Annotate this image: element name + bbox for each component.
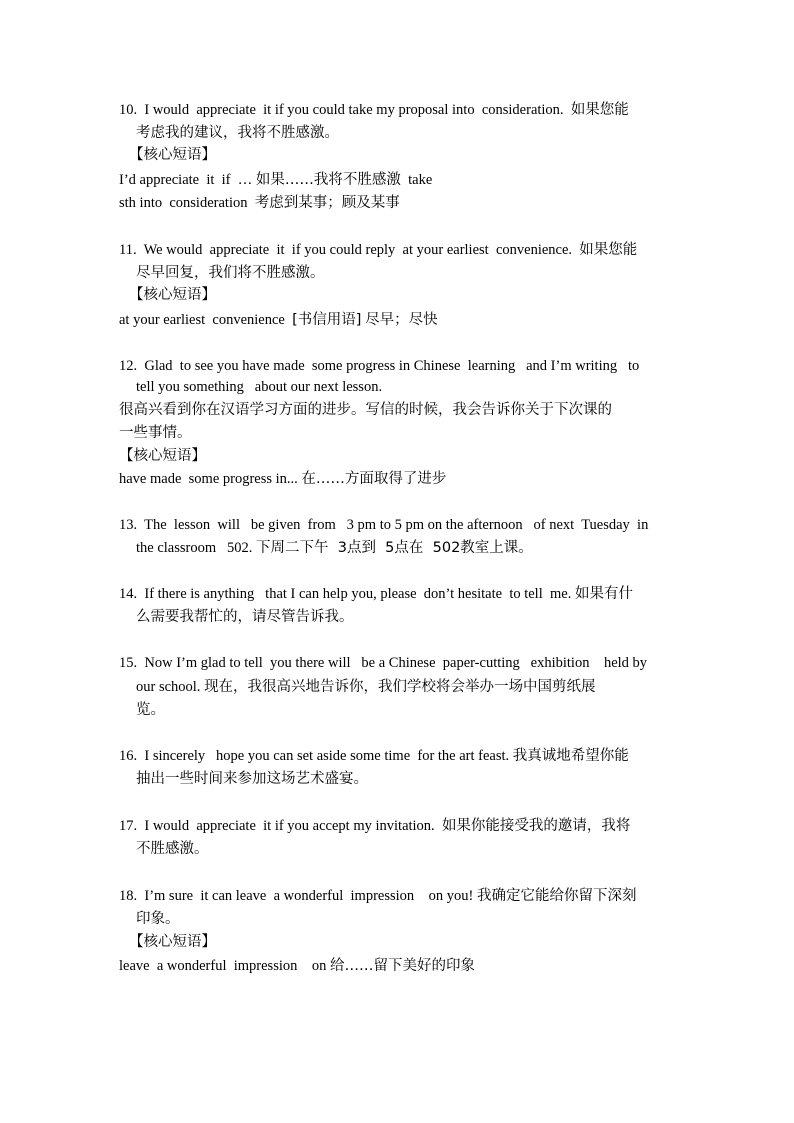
- chinese-translation-cont: 抽出一些时间来参加这场艺术盛宴。: [136, 771, 368, 787]
- chinese-translation-cont: 考虑我的建议，我将不胜感激。: [136, 125, 339, 141]
- english-sentence: I’m sure it can leave a wonderful impression on you!: [144, 888, 474, 904]
- english-sentence: I would appreciate it if you accept my invitation.: [144, 818, 435, 834]
- sentence-line-cont: the classroom 502. 下周二下午 3点到 5点在 502教室上课。: [136, 540, 533, 556]
- item-number: 12.: [119, 358, 138, 374]
- sentence-line: [119, 514, 648, 536]
- english-sentence: Glad to see you have made some progress in Chinese learning and I’m writing to: [144, 358, 640, 374]
- chinese-translation: 下周二下午 3点到 5点在 502教室上课。: [256, 540, 533, 556]
- chinese-translation: 很高兴看到你在汉语学习方面的进步。写信的时候，我会告诉你关于下次课的: [119, 402, 612, 418]
- chinese-translation: 如果有什: [574, 586, 633, 602]
- sentence-line: [119, 355, 639, 377]
- sentence-line: [119, 652, 647, 674]
- sentence-line: [119, 99, 629, 121]
- chinese-translation-cont: 不胜感激。: [136, 841, 209, 857]
- item-number: 10.: [119, 102, 138, 118]
- chinese-translation-cont: 览。: [136, 702, 165, 718]
- item-number: 11.: [119, 242, 137, 258]
- item-number: 18.: [119, 888, 138, 904]
- phrase-line: leave a wonderful impression on 给……留下美好的印象: [119, 958, 476, 974]
- chinese-translation-cont: 印象。: [136, 911, 180, 927]
- phrase-heading: 【核心短语】: [119, 448, 206, 464]
- sentence-line: [119, 239, 637, 261]
- item-number: 13.: [119, 517, 138, 533]
- sentence-line-cont: our school. 现在，我很高兴地告诉你，我们学校将会举办一场中国剪纸展: [136, 679, 596, 695]
- phrase-heading: 【核心短语】: [129, 147, 216, 163]
- chinese-translation: 如果您能: [570, 102, 629, 118]
- english-sentence: If there is anything that I can help you, please don’t hesitate to tell me.: [144, 586, 572, 602]
- chinese-translation: 如果您能: [579, 242, 638, 258]
- sentence-line: [119, 885, 636, 907]
- phrase-line: at your earliest convenience [书信用语] 尽早；尽快: [119, 312, 438, 328]
- item-number: 15.: [119, 655, 138, 671]
- sentence-line: [119, 815, 630, 837]
- chinese-translation-cont: 尽早回复，我们将不胜感激。: [136, 265, 325, 281]
- item-number: 14.: [119, 586, 138, 602]
- sentence-line: [119, 583, 633, 605]
- english-sentence-cont: tell you something about our next lesson.: [136, 379, 383, 395]
- chinese-translation: 我确定它能给你留下深刻: [476, 888, 637, 904]
- chinese-translation: 我真诚地希望你能: [512, 748, 629, 764]
- phrase-line: sth into consideration 考虑到某事；顾及某事: [119, 195, 400, 211]
- chinese-translation: 现在，我很高兴地告诉你，我们学校将会举办一场中国剪纸展: [204, 679, 596, 695]
- english-sentence: I sincerely hope you can set aside some time for the art feast.: [144, 748, 510, 764]
- english-sentence: We would appreciate it if you could reply at your earliest convenience.: [143, 242, 573, 258]
- item-number: 16.: [119, 748, 138, 764]
- phrase-line: I’d appreciate it if … 如果……我将不胜感激 take: [119, 172, 433, 188]
- sentence-line: [119, 745, 629, 767]
- chinese-translation-cont: 一些事情。: [119, 425, 192, 441]
- phrase-line: have made some progress in... 在……方面取得了进步: [119, 471, 447, 487]
- phrase-heading: 【核心短语】: [129, 287, 216, 303]
- english-sentence: I would appreciate it if you could take my proposal into consideration.: [144, 102, 564, 118]
- english-sentence: The lesson will be given from 3 pm to 5 pm on the afternoon of next Tuesday in: [144, 517, 649, 533]
- phrase-heading: 【核心短语】: [129, 934, 216, 950]
- chinese-translation: 如果你能接受我的邀请，我将: [441, 818, 631, 834]
- english-sentence: Now I’m glad to tell you there will be a Chinese paper-cutting exhibition held by: [144, 655, 648, 671]
- chinese-translation-cont: 么需要我帮忙的，请尽管告诉我。: [136, 609, 354, 625]
- item-number: 17.: [119, 818, 138, 834]
